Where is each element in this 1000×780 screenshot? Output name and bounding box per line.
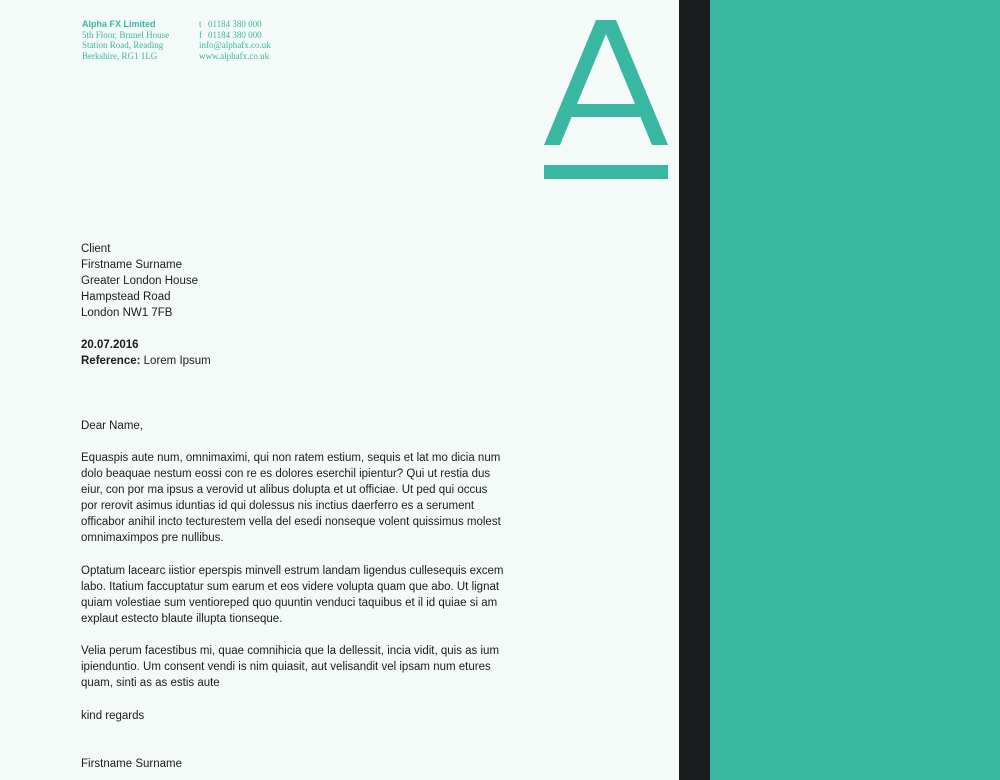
recipient-line: Greater London House xyxy=(81,275,198,288)
paragraph xyxy=(81,450,526,547)
paragraph-line: explaut estecto blaute illupta tionseque. xyxy=(81,613,283,626)
teal-brand-panel xyxy=(710,0,1000,780)
address-line: Station Road, Reading xyxy=(82,40,164,51)
fax-line xyxy=(199,30,271,41)
recipient-line: Firstname Surname xyxy=(81,259,182,272)
paragraph-line: ipienduntio. Um consent vendi is nim quiasit, aut velisandit vel ipsam num etures xyxy=(81,661,491,674)
reference-line xyxy=(81,353,211,369)
recipient-line: Hampstead Road xyxy=(81,291,171,304)
salutation: Dear Name, xyxy=(81,420,143,432)
website-link: www.alphafx.co.uk xyxy=(199,50,270,61)
phone-label: t xyxy=(199,19,202,29)
recipient-line: Client xyxy=(81,243,111,255)
paragraph-line: Optatum lacearc iistior eperspis minvell estrum landam ligendus cullesequis excem xyxy=(81,565,504,577)
phone-number: 01184 380 000 xyxy=(208,19,262,29)
closing: kind regards xyxy=(81,710,145,722)
paragraph-line: Equaspis aute num, omnimaximi, qui non ratem estium, sequis et lat mo dicia num xyxy=(81,452,501,464)
recipient-line: London NW1 7FB xyxy=(81,307,173,320)
paragraph-line: por rerovit asimus iduntias id qui dolessus nis inctius daerferro es a serument xyxy=(81,500,475,513)
email-link: info@alphafx.co.uk xyxy=(199,40,271,51)
address-line: 5th Floor, Brunel House xyxy=(82,29,170,40)
recipient-address xyxy=(81,241,198,321)
address-line: Berkshire, RG1 1LG xyxy=(82,50,158,61)
alpha-a-logo-icon xyxy=(544,20,668,180)
paragraph-line: officabor anihil incto tecturestem vella del esedi nonseque volent quissimus molest xyxy=(81,516,501,529)
paragraph-line: dolo beaquae nestum eossi con re es dolores eserchil ipientur? Qui ut restia dus xyxy=(81,468,491,481)
dark-spine-band xyxy=(679,0,710,780)
paragraph-line: eiur, con por ma ipsus a verovid ut alibus dolupta et ut officiae. Ut ped qui occus xyxy=(81,484,488,497)
fax-label: f xyxy=(199,29,202,40)
paragraph-line: quam, sinti as as estis aute xyxy=(81,677,220,690)
paragraph xyxy=(81,643,526,691)
letter-date: 20.07.2016 xyxy=(81,339,139,351)
reference-label: Reference: xyxy=(81,355,141,368)
reference-value: Lorem Ipsum xyxy=(143,355,211,368)
paragraph xyxy=(81,563,526,627)
fax-number: 01184 380 000 xyxy=(208,29,262,40)
paragraph-line: labo. Itatium faccuptatur sum earum et eos videre volupta quam que abo. Ut lignat xyxy=(81,581,500,594)
company-name: Alpha FX Limited xyxy=(82,19,156,29)
paragraph-line: omnimaximpos pre nullibus. xyxy=(81,532,224,545)
date-reference-block xyxy=(81,337,211,369)
contact-details-block xyxy=(199,19,271,61)
phone-line xyxy=(199,19,271,30)
paragraph-line: Velia perum facestibus mi, quae comnihicia que la dellessit, incia vidit, quis as ium xyxy=(81,645,500,657)
paragraph-line: quiam volestiae sum ventioreped quo quuntin venduci taquibus et il id quiae si am xyxy=(81,597,498,610)
signature-name: Firstname Surname xyxy=(81,758,182,770)
company-address-block xyxy=(82,19,169,61)
